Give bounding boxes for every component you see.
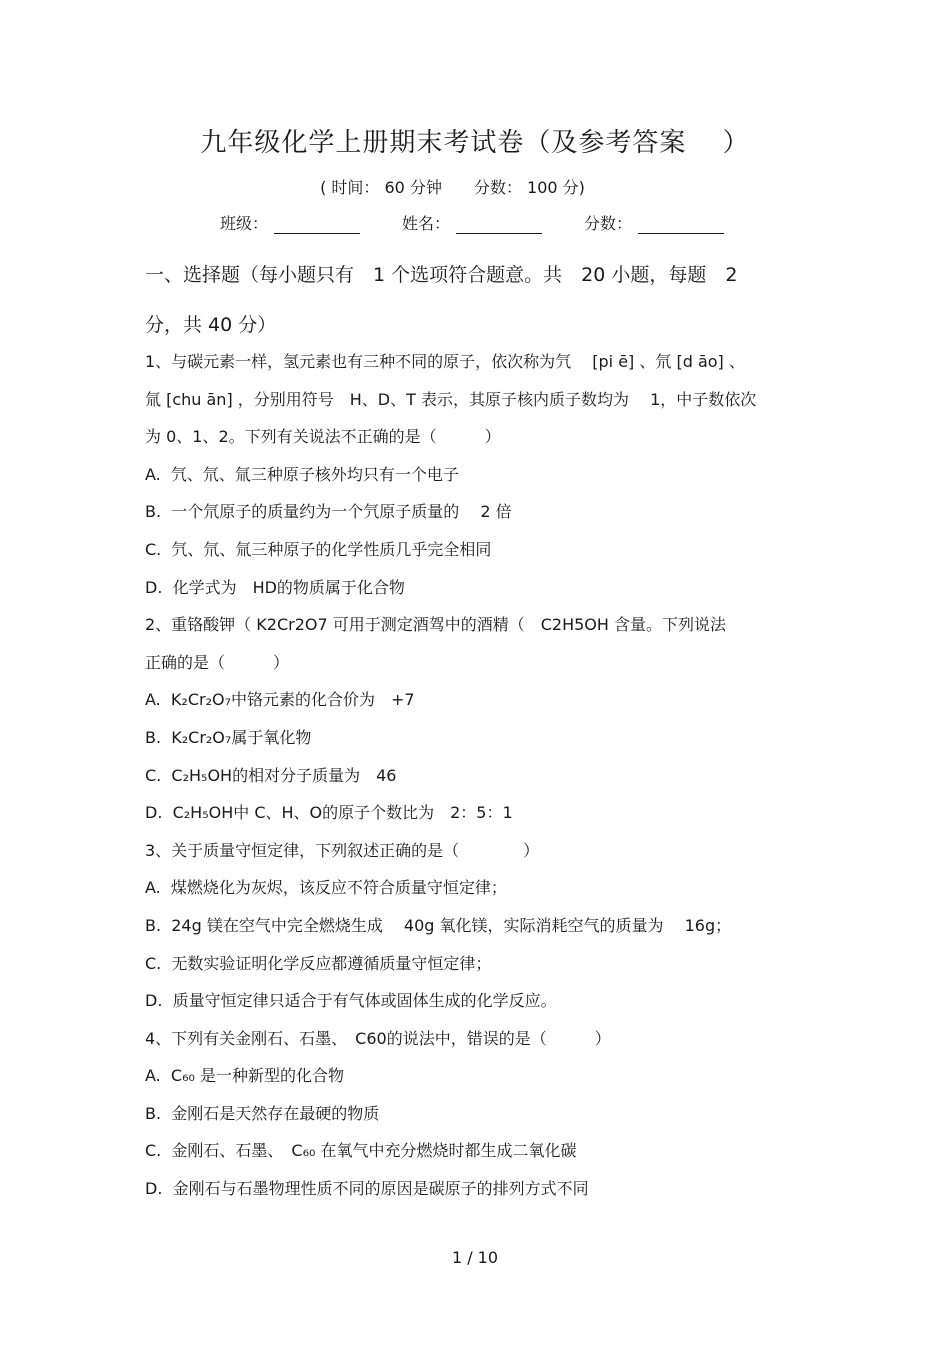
name-label: 姓名： — [402, 214, 451, 233]
question-2-option-b: B. K₂Cr₂O₇属于氧化物 — [145, 727, 312, 747]
question-1-option-a: A. 氕、氘、氚三种原子核外均只有一个电子 — [145, 464, 459, 484]
class-field — [220, 211, 360, 234]
class-blank-line — [274, 215, 360, 234]
question-4-option-d: D. 金刚石与石墨物理性质不同的原因是碳原子的排列方式不同 — [145, 1179, 589, 1199]
score-label: 分数： — [584, 214, 633, 233]
question-3-option-b: B. 24g 镁在空气中完全燃烧生成 40g 氧化镁，实际消耗空气的质量为 16g； — [145, 915, 732, 935]
question-4-option-a: A. C₆₀ 是一种新型的化合物 — [145, 1066, 345, 1086]
question-2-option-d: D. C₂H₅OH中 C、H、O的原子个数比为 2：5：1 — [145, 803, 513, 823]
section-heading-line-2: 分，共 40 分） — [145, 314, 277, 336]
exam-time-score: ( 时间： 60 分钟 分数： 100 分) — [320, 178, 585, 197]
question-2-stem: 2、重铬酸钾（ K2Cr2O7 可用于测定酒驾中的酒精（ C2H5OH 含量。下列说法 — [145, 615, 727, 635]
student-info-row — [220, 211, 780, 234]
section-heading — [145, 250, 805, 350]
class-label: 班级： — [220, 214, 269, 233]
question-4-option-c: C. 金刚石、石墨、 C₆₀ 在氧气中充分燃烧时都生成二氧化碳 — [145, 1141, 577, 1161]
question-1-option-c: C. 氕、氘、氚三种原子的化学性质几乎完全相同 — [145, 539, 492, 559]
name-blank-line — [456, 215, 542, 234]
question-1-stem: 氚 [chu ān] ，分别用符号 H、D、T 表示，其原子核内质子数均为 1，中子数依次 — [145, 389, 757, 409]
question-2-option-c: C. C₂H₅OH的相对分子质量为 46 — [145, 765, 397, 785]
score-field — [584, 211, 724, 234]
question-4-stem: 4、下列有关金刚石、石墨、 C60的说法中，错误的是（ ） — [145, 1028, 611, 1048]
score-blank-line — [638, 215, 724, 234]
page-number: 1 / 10 — [451, 1248, 499, 1267]
question-3-option-c: C. 无数实验证明化学反应都遵循质量守恒定律； — [145, 953, 492, 973]
question-1-stem: 为 0、1、2。下列有关说法不正确的是（ ） — [145, 427, 501, 447]
question-1-option-d: D. 化学式为 HD的物质属于化合物 — [145, 577, 405, 597]
question-4-option-b: B. 金刚石是天然存在最硬的物质 — [145, 1103, 380, 1123]
exam-title: 九年级化学上册期末考试卷（及参考答案 ） — [200, 128, 750, 158]
section-heading-line-1: 一、选择题（每小题只有 1 个选项符合题意。共 20 小题，每题 2 — [145, 264, 738, 286]
questions-body — [145, 343, 805, 1208]
question-2-stem: 正确的是（ ） — [145, 652, 290, 672]
question-3-stem: 3、关于质量守恒定律，下列叙述正确的是（ ） — [145, 840, 540, 860]
question-2-option-a: A. K₂Cr₂O₇中铬元素的化合价为 +7 — [145, 690, 415, 710]
question-3-option-a: A. 煤燃烧化为灰烬，该反应不符合质量守恒定律； — [145, 878, 507, 898]
question-1-option-b: B. 一个氘原子的质量约为一个氕原子质量的 2 倍 — [145, 502, 512, 522]
question-3-option-d: D. 质量守恒定律只适合于有气体或固体生成的化学反应。 — [145, 991, 557, 1011]
name-field — [402, 211, 542, 234]
question-1-stem: 1、与碳元素一样，氢元素也有三种不同的原子，依次称为氕 [pi ē] 、氘 [d āo] 、 — [145, 352, 745, 371]
